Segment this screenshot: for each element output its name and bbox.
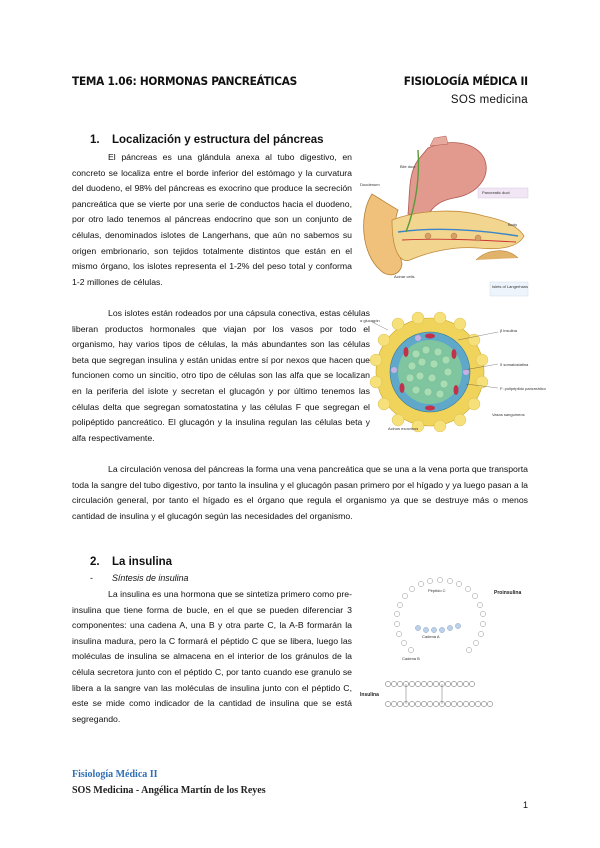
paragraph-text: Los islotes están rodeados por una cápsula conectiva, estas células liberan productos hormonales que viajan por los vasos por todo el organismo, hay varios tipos de células, la más abundantes son las células beta que segregan insulina y están unidas entre sí por nexos que hacen que funcionen como un sincitio, otro tipo de células son las alfa que se localizan en la periferia del islote y secretan el glucagón y por último tenemos las células delta que segregan somatostatina y las células F que segregan el polipéptido pancreático. El glucagón y la insulina regulan las células beta y alfa respectivamente. (72, 308, 370, 443)
paragraph-text: La insulina es una hormona que se sintetiza primero como pre-insulina que tiene forma de bucle, en el que se pueden diferenciar 3 componentes: una cadena A, una B y otra parte C, la A-B formarán la insulina madura, pero la C formará el péptido C que se libera, luego las moléculas de insulina se almacena en el interior de los gránulos de la célula secretora junto con el péptido C, por tanto cuando ese granulo se libera a la sangre van las moléculas de insulina junto con el péptido C, este se mide como indicador de la cantidad de insulina que se está segregando. (72, 589, 352, 724)
islet-illustration (358, 310, 546, 442)
paragraph-text: El páncreas es una glándula anexa al tubo digestivo, en concreto se localiza entre el borde inferior del estómago y la curvatura del duodeno, el 98% del páncreas es exocrino que produce la secreción pancreática que se vierte por una serie de conductos hacia el duodeno, por otro lado tenemos al páncreas endocrino que son un conjunto de células, denominados islotes de Langerhans, que aún no sabemos su origen embrionario, son tejidos totalmente distintos que están en el mismo órgano, los islotes representa el 1-2% del peso total y conforma 1-2 millones de células. (72, 152, 352, 287)
section-1-heading (90, 134, 324, 146)
islet-label: Vasos sanguíneos (492, 412, 525, 417)
section-2-heading (90, 556, 172, 568)
section-2-paragraph-1 (72, 587, 352, 727)
pancreas-illustration (358, 136, 530, 298)
paragraph-text: La circulación venosa del páncreas la forma una vena pancreática que se una a la vena porta que transporta toda la sangre del tubo digestivo, por tanto la insulina y el glucagón pasan primero por el hígado y ya luego pasan a la circulación general, por tanto el hígado es el órgano que regula el organismo ya que se destruye más o menos cantidad de insulina y el glucagón según las necesidades del organismo. (72, 464, 528, 521)
islet-label: δ somatostatina (500, 362, 529, 367)
organization-name: SOS medicina (450, 94, 528, 106)
pancreas-label: Duodenum (360, 182, 380, 187)
proinsulin-illustration (358, 564, 530, 726)
proinsulin-label: Cadena B (402, 656, 420, 661)
islet-label: β insulina (500, 328, 517, 333)
islet-label: Acinos exocrinos (388, 426, 419, 431)
section-1-number: 1. (90, 134, 100, 146)
section-1-paragraph-3 (72, 462, 528, 524)
section-1-title: Localización y estructura del páncreas (112, 134, 324, 146)
subsection-title: Síntesis de insulina (112, 573, 189, 583)
islet-label: α glucagón (360, 318, 380, 323)
proinsulin-label: Cadena A (422, 634, 440, 639)
proinsulin-label: Insulina (360, 692, 379, 698)
subsection-dash: - (90, 573, 93, 583)
section-1-paragraph-1 (72, 150, 352, 290)
section-2-title: La insulina (112, 556, 173, 568)
proinsulin-label: Péptido C (428, 588, 446, 593)
section-2-number: 2. (90, 556, 100, 568)
proinsulin-label: Proinsulina (494, 590, 522, 596)
footer-author: SOS Medicina - Angélica Martín de los Reyes (72, 785, 266, 796)
subsection-heading (90, 573, 188, 583)
pancreas-label: Body (508, 222, 518, 227)
section-1-paragraph-2 (72, 306, 370, 446)
page-number: 1 (522, 800, 528, 810)
pancreas-label: Acinar cells (394, 274, 415, 279)
pancreas-label: Islets of Langerhans (492, 284, 529, 289)
islet-label: F: polipéptido pancreático (500, 386, 546, 391)
pancreas-label: Pancreatic duct (482, 190, 510, 195)
document-title: TEMA 1.06: HORMONAS PANCREÁTICAS (72, 74, 297, 88)
footer-course: Fisiología Médica II (72, 769, 158, 780)
pancreas-label: Bile duct (400, 164, 416, 169)
subject-title: FISIOLOGÍA MÉDICA II (403, 74, 528, 88)
